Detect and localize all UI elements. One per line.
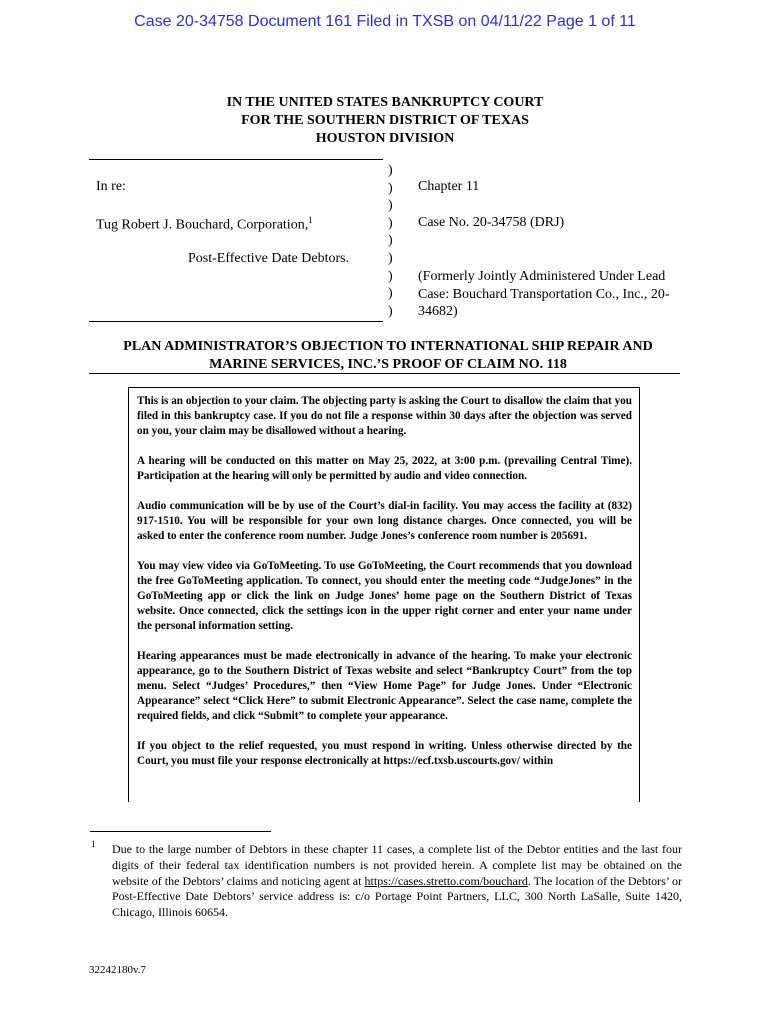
in-re-label: In re: [96,179,126,194]
court-heading [0,94,770,148]
ecf-header: Case 20-34758 Document 161 Filed in TXSB on 04/11/22 Page 1 of 11 [134,13,636,30]
footnote-mark: 1 [91,839,96,849]
notice-paragraph-1: This is an objection to your claim. The objecting party is asking the Court to disallow the claim that you filed in this bankruptcy case. If you do not file a response within 30 days after the objection was served on you, your claim may be disallowed without a hearing. [137,395,632,437]
stretto-link[interactable]: https://cases.stretto.com/bouchard [364,873,528,888]
case-number: Case No. 20-34758 (DRJ) [418,215,565,230]
caption-bottom-rule [89,321,383,322]
caption-parens: ) ) ) ) ) ) ) ) ) [388,163,393,319]
caption-top-rule [89,159,383,160]
notice-paragraph-3: Audio communication will be by use of the Court’s dial-in facility. You may access the facility at (832) 917-1510. You will be responsible for your own long distance charges. Once connected, you will be asked to enter the conference room number. Judge Jones’s conference room number is 205691. [137,500,632,542]
notice-paragraph-5: Hearing appearances must be made electronically in advance of the hearing. To make your electronic appearance, go to the Southern District of Texas website and select “Bankruptcy Court” from the top menu. Select “Judges’ Procedures,” then “View Home Page” for Judge Jones. Under “Electronic Appearance” select “Click Here” to submit Electronic Appearance”. Select the case name, complete the required fields, and click “Submit” to complete your appearance. [137,650,632,722]
notice-box [128,387,640,802]
court-line-1: IN THE UNITED STATES BANKRUPTCY COURT [226,95,544,110]
footnote-ref: 1 [308,215,313,225]
footnote-rule [90,831,271,832]
court-line-3: HOUSTON DIVISION [315,131,455,146]
title-rule [89,373,680,374]
chapter-label: Chapter 11 [418,179,480,194]
footnote-text: Due to the large number of Debtors in these chapter 11 cases, a complete list of the Debtor entities and the last four digits of their federal tax identification numbers is not provided herein. A complete list may be obtained on the website of the Debtors’ claims and noticing agent at https://cases.stretto.com/bouchard. The location of the Debtors’ or Post-Effective Date Debtors’ service address is: c/o Portage Point Partners, LLC, 300 North LaSalle, Suite 1420, Chicago, Illinois 60654. [112,842,682,920]
court-line-2: FOR THE SOUTHERN DISTRICT OF TEXAS [241,113,529,128]
document-title: PLAN ADMINISTRATOR’S OBJECTION TO INTERNATIONAL SHIP REPAIR AND MARINE SERVICES, INC.’S PROOF OF CLAIM NO. 118 [123,339,653,372]
debtor-status: Post-Effective Date Debtors. [188,251,350,266]
debtor-name: Tug Robert J. Bouchard, Corporation,$^1$ [96,215,313,233]
document-number: 32242180v.7 [89,964,147,976]
notice-paragraph-2: A hearing will be conducted on this matter on May 25, 2022, at 3:00 p.m. (prevailing Central Time). Participation at the hearing will only be permitted by audio and video connection. [137,455,632,482]
notice-paragraph-6: If you object to the relief requested, you must respond in writing. Unless otherwise directed by the Court, you must file your response electronically at https://ecf.txsb.uscourts.gov/ within [137,740,632,767]
jointly-administered-note: (Formerly Jointly Administered Under Lead Case: Bouchard Transportation Co., Inc., 20- 34682) [418,269,670,320]
notice-paragraph-4: You may view video via GoToMeeting. To use GoToMeeting, the Court recommends that you download the free GoToMeeting application. To connect, you should enter the meeting code “JudgeJones” in the GoToMeeting app or click the link on Judge Jones’ home page on the Southern District of Texas website. Once connected, click the settings icon in the upper right corner and enter your name under the personal information setting. [137,560,632,632]
